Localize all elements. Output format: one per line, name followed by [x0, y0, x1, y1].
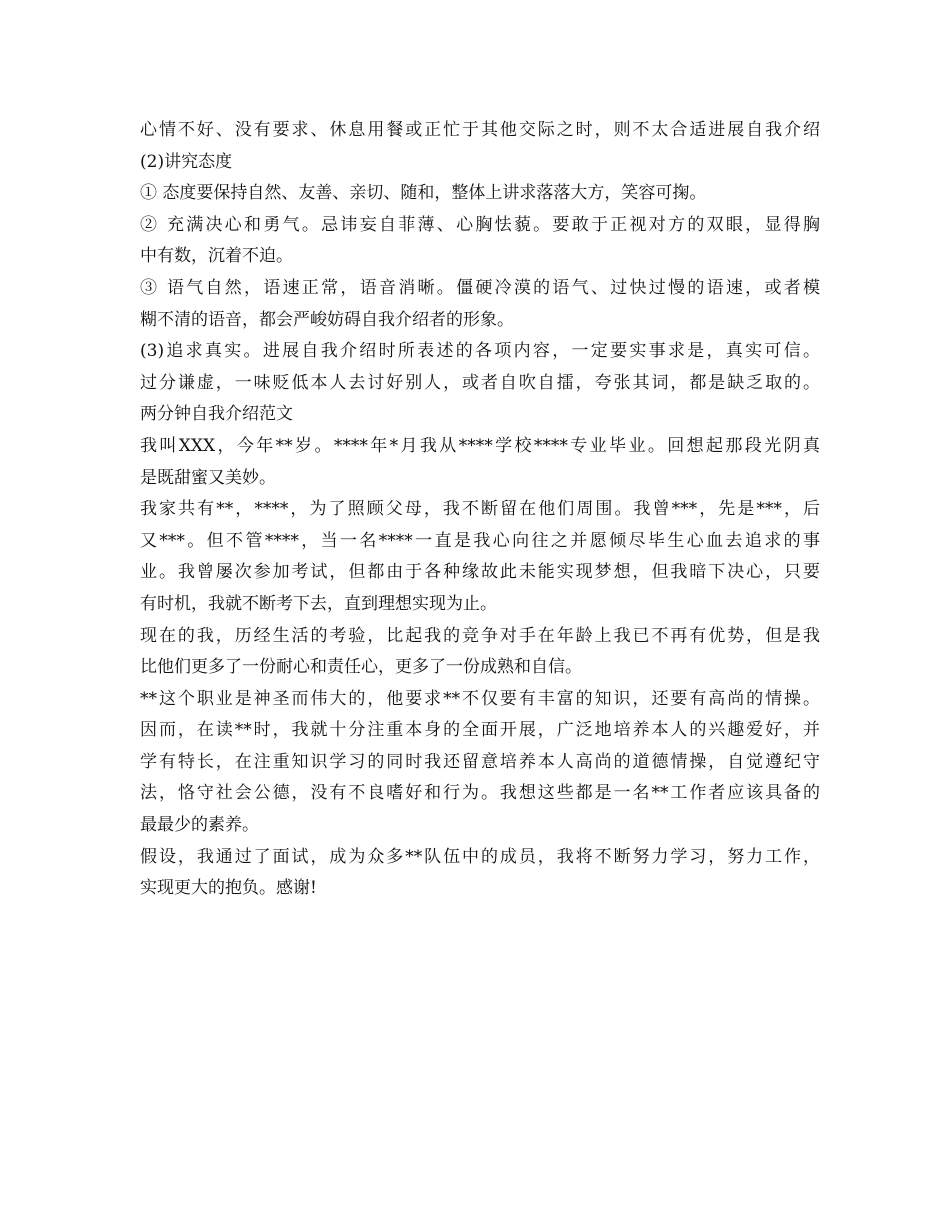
text-line: 心情不好、没有要求、休息用餐或正忙于其他交际之时，则不太合适进展自我介绍: [140, 120, 820, 140]
text-line: 现在的我，历经生活的考验，比起我的竞争对手在年龄上我已不再有优势，但是我: [140, 625, 820, 646]
text-line: 假设，我通过了面试，成为众多**队伍中的成员，我将不断努力学习，努力工作，: [140, 846, 820, 867]
text-line: 实现更大的抱负。感谢!: [140, 878, 317, 899]
text-line: 过分谦虚，一味贬低本人去讨好别人，或者自吹自擂，夸张其词，都是缺乏取的。: [140, 372, 820, 393]
text-line: 我家共有**，****，为了照顾父母，我不断留在他们周围。我曾***，先是***，后: [140, 499, 820, 520]
text-line: 有时机，我就不断考下去，直到理想实现为止。: [140, 593, 497, 614]
text-line: 因而，在读**时，我就十分注重本身的全面开展，广泛地培养本人的兴趣爱好，并: [140, 720, 820, 741]
text-line: 是既甜蜜又美妙。: [140, 467, 276, 488]
document-body: [140, 115, 820, 905]
text-line: 法，恪守社会公德，没有不良嗜好和行为。我想这些都是一名**工作者应该具备的: [140, 783, 820, 804]
text-line: 业。我曾屡次参加考试，但都由于各种缘故此未能实现梦想，但我暗下决心，只要: [140, 562, 820, 583]
section-heading: 两分钟自我介绍范文: [140, 404, 293, 425]
text-line: **这个职业是神圣而伟大的，他要求**不仅要有丰富的知识，还要有高尚的情操。: [140, 688, 820, 709]
text-line: ① 态度要保持自然、友善、亲切、随和，整体上讲求落落大方，笑容可掬。: [140, 183, 707, 204]
text-line: ② 充满决心和勇气。忌讳妄自菲薄、心胸怯藐。要敢于正视对方的双眼，显得胸: [140, 214, 820, 235]
text-line: 糊不清的语音，都会严峻妨碍自我介绍者的形象。: [140, 309, 514, 330]
text-line: 最最少的素养。: [140, 815, 259, 836]
text-line: (3)追求真实。进展自我介绍时所表述的各项内容，一定要实事求是，真实可信。: [140, 341, 820, 362]
text-line: ③ 语气自然，语速正常，语音消晰。僵硬冷漠的语气、过快过慢的语速，或者模: [140, 277, 820, 298]
text-line: 我叫XXX，今年**岁。****年*月我从****学校****专业毕业。回想起那段光阴真: [140, 435, 820, 456]
text-line: 比他们更多了一份耐心和责任心，更多了一份成熟和自信。: [140, 657, 582, 678]
text-line: 又***。但不管****，当一名****一直是我心向往之并愿倾尽毕生心血去追求的事: [140, 530, 820, 551]
text-line: (2)讲究态度: [140, 151, 233, 172]
text-line: 学有特长，在注重知识学习的同时我还留意培养本人高尚的道德情操，自觉遵纪守: [140, 751, 820, 772]
text-line: 中有数，沉着不迫。: [140, 246, 293, 267]
